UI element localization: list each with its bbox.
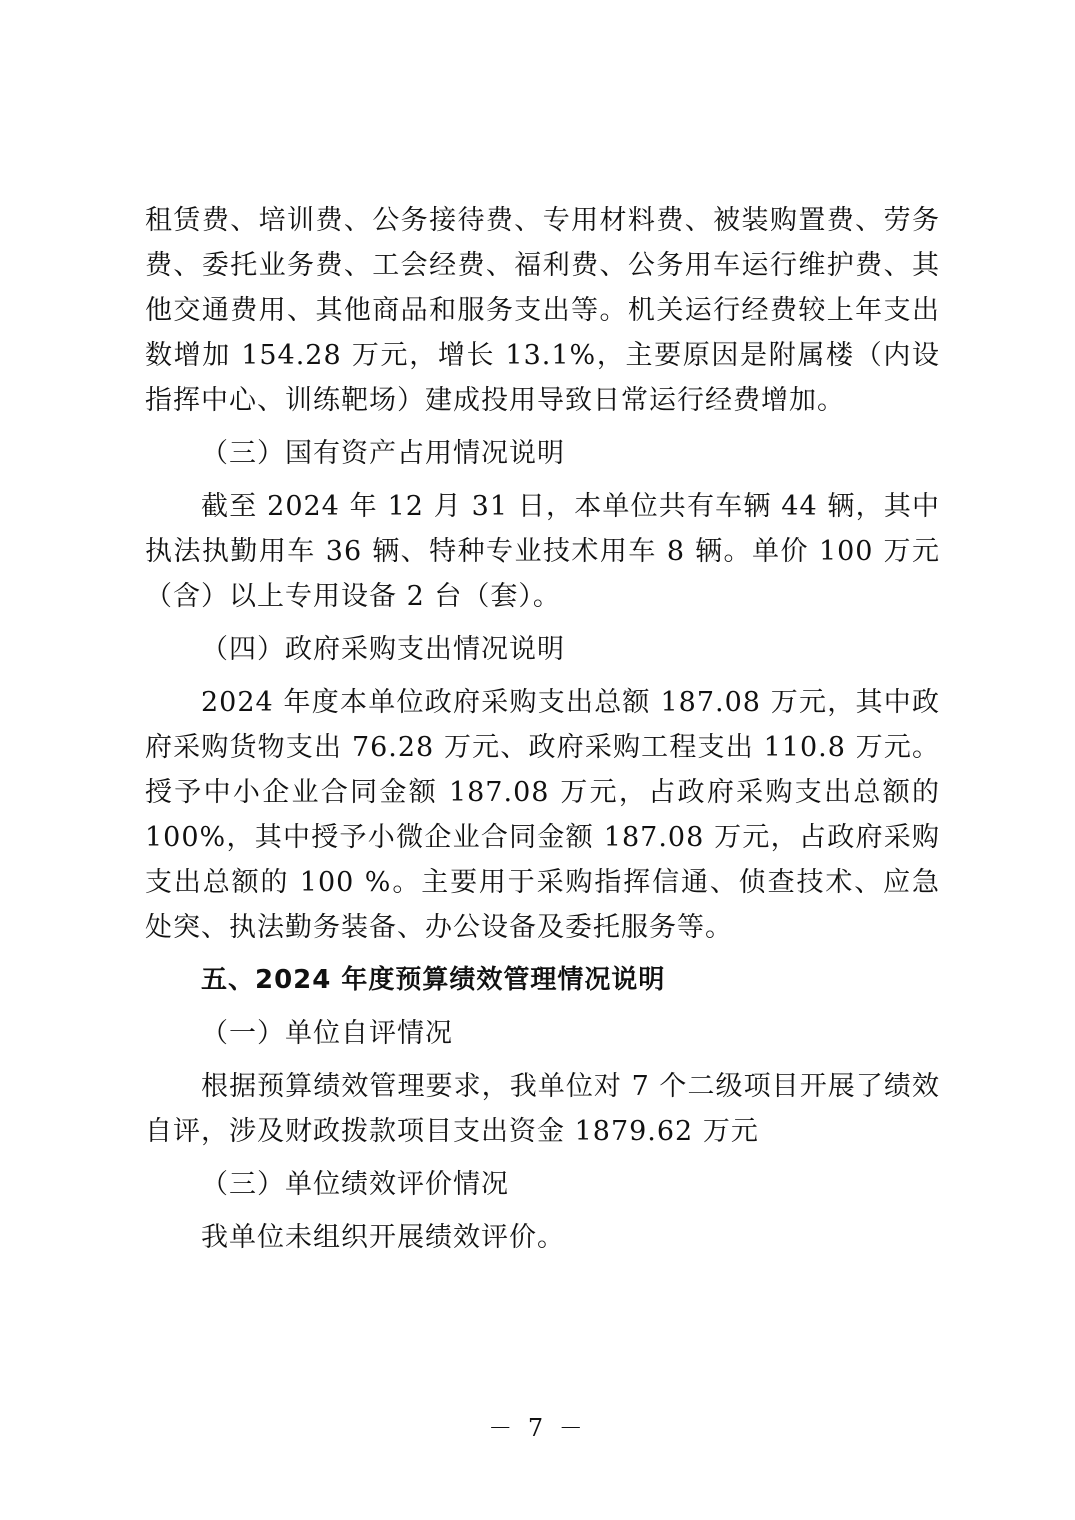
section-heading-performance-management: 五、2024 年度预算绩效管理情况说明 xyxy=(201,965,666,995)
document-body xyxy=(145,198,940,1268)
page-number: － 7 － xyxy=(488,1414,587,1442)
subheading-self-evaluation: （一）单位自评情况 xyxy=(201,1018,453,1049)
paragraph-performance-evaluation: 我单位未组织开展绩效评价。 xyxy=(201,1222,565,1253)
paragraph-state-assets: 截至 2024 年 12 月 31 日，本单位共有车辆 44 辆，其中执法执勤用车 36 辆、特种专业技术用车 8 辆。单价 100 万元（含）以上专用设备 2 台（套）。 xyxy=(145,491,940,612)
paragraph-operating-expenses: 租赁费、培训费、公务接待费、专用材料费、被装购置费、劳务费、委托业务费、工会经费、福利费、公务用车运行维护费、其他交通费用、其他商品和服务支出等。机关运行经费较上年支出数增加 154.28 万元，增长 13.1%，主要原因是附属楼（内设指挥中心、训练靶场）建成投用导致日常运行经费增加。 xyxy=(145,205,940,416)
paragraph-self-evaluation: 根据预算绩效管理要求，我单位对 7 个二级项目开展了绩效自评，涉及财政拨款项目支出资金 1879.62 万元 xyxy=(145,1071,940,1147)
subheading-state-assets: （三）国有资产占用情况说明 xyxy=(201,438,565,469)
subheading-performance-evaluation: （三）单位绩效评价情况 xyxy=(201,1169,509,1200)
paragraph-government-procurement: 2024 年度本单位政府采购支出总额 187.08 万元，其中政府采购货物支出 76.28 万元、政府采购工程支出 110.8 万元。授予中小企业合同金额 187.08 万元，占政府采购支出总额的 100%，其中授予小微企业合同金额 187.08 万元，占政府采购支出总额的 100 %。主要用于采购指挥信通、侦查技术、应急处突、执法勤务装备、办公设备及委托服务等。 xyxy=(145,687,940,943)
subheading-government-procurement: （四）政府采购支出情况说明 xyxy=(201,634,565,665)
